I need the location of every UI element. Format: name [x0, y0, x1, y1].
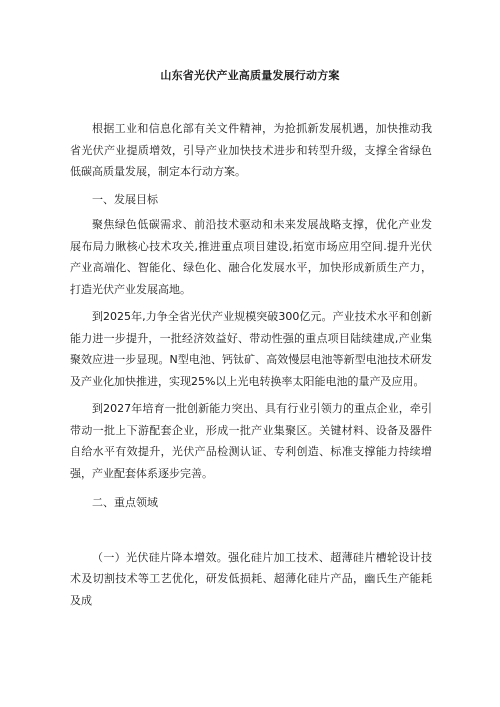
document-body [70, 118, 432, 617]
goals-paragraph-2: 到2025年,力争全省光伏产业规模突破300亿元。产业技术水平和创新能力进一步提升，一批经济效益好、带动性强的重点项目陆续建成,产业集聚效应进一步显现。N型电池、钙钛矿、高效慢层电池等新型电池技术研发及产业化加快推进，实现25%以上光电转换率太阳能电池的量产及应用。 [70, 310, 432, 388]
key-areas-paragraph-1: （一）光伏硅片降本增效。强化硅片加工技术、超薄硅片槽轮设计技术及切割技术等工艺优化，研发低损耗、超薄化硅片产品，幽氏生产能耗及成 [70, 550, 432, 607]
document-title: 山东省光伏产业高质量发展行动方案 [160, 69, 340, 82]
section-heading-goals: 一、发展目标 [92, 192, 158, 206]
goals-paragraph-1: 聚焦绿色低碳需求、前沿技术驱动和未来发展战略支撑，优化产业发展布局力瞅核心技术攻关,推进重点项目建设,拓宽市场应用空间.提升光伏产业高端化、智能化、绿色化、融合化发展水平，加快形成新质生产力，打造光伏产业发展高地。 [70, 218, 432, 296]
intro-paragraph: 根据工业和信息化部有关文件精神，为抢抓新发展机遇，加快推动我省光伏产业提质增效，引导产业加快技术进步和转型升级，支撑全省绿色低碳高质量发展，制定本行动方案。 [70, 122, 432, 178]
goals-paragraph-3: 到2027年培育一批创新能力突出、具有行业引领力的重点企业，牵引带动一批上下游配套企业，形成一批产业集聚区。关键材料、设备及器件自给水平有效提升，光伏产品检测认证、专利创造、标准支撑能力持续增强，产业配套体系逐步完善。 [70, 402, 432, 480]
section-heading-key-areas: 二、重点领域 [92, 496, 158, 509]
